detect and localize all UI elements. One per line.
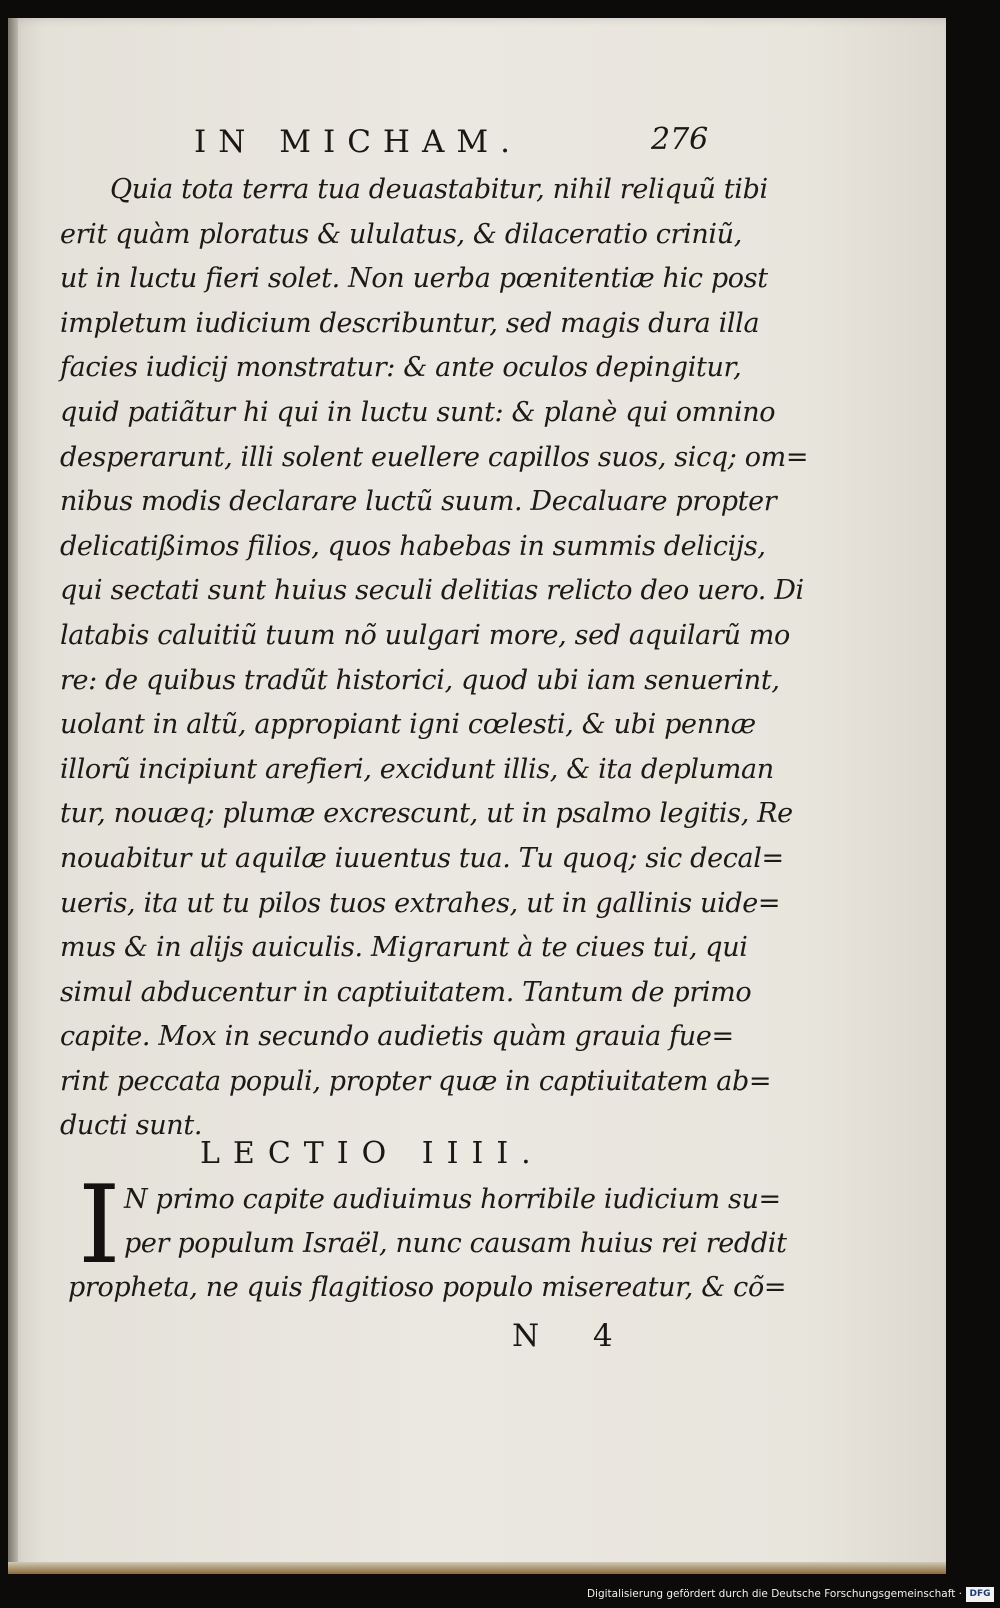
text-line: simul abducentur in captiuitatem. Tantum de primo [60,976,752,1008]
text-line: ducti sunt. [60,1110,203,1142]
section-heading: LECTIO IIII. [200,1136,544,1171]
text-line: tur, nouæq; plumæ excrescunt, ut in psalmo legitis, Re [60,798,793,830]
page-gutter-edge [8,18,18,1574]
dfg-logo: DFG [966,1587,994,1602]
text-line: ueris, ita ut tu pilos tuos extrahes, ut in gallinis uide= [60,887,781,919]
text-line: propheta, ne quis flagitioso populo misereatur, & cõ= [68,1272,787,1303]
text-line: ut in luctu fieri solet. Non uerba pœnitentiæ hic post [60,263,768,295]
text-line: capite. Mox in secundo audietis quàm grauia fue= [60,1021,734,1053]
running-head: IN MICHAM. [194,124,522,160]
text-line: delicatißimos filios, quos habebas in summis delicijs, [60,530,766,562]
footer-credit: Digitalisierung gefördert durch die Deutsche Forschungsgemeinschaft · [586,1588,962,1600]
book-page [8,18,946,1574]
page-bottom-edge [8,1562,946,1574]
page-header [8,112,946,162]
text-line: latabis caluitiũ tuum nõ uulgari more, sed aquilarũ mo [60,619,790,651]
text-line: quid patiãtur hi qui in luctu sunt: & planè qui omnino [60,396,776,428]
body-text [60,168,809,1149]
text-line: erit quàm ploratus & ululatus, & dilaceratio criniũ, [60,218,742,250]
text-line: qui sectati sunt huius seculi delitias relicto deo uero. Di [60,575,804,607]
text-line: desperarunt, illi solent euellere capillos suos, sicq; om= [60,441,809,473]
text-line: mus & in alijs auiculis. Migrarunt à te ciues tui, qui [60,932,748,964]
drop-cap: I [78,1163,121,1288]
text-line: N primo capite audiuimus horribile iudicium su= [124,1184,781,1215]
page-number: 276 [651,122,709,157]
text-line: nibus modis declarare luctũ suum. Decaluare propter [60,486,777,518]
footer-bar [0,1574,1000,1608]
signature-mark: N 4 [512,1318,635,1354]
text-line: nouabitur ut aquilæ iuuentus tua. Tu quoq; sic decal= [60,842,784,874]
text-line: Quia tota terra tua deuastabitur, nihil reliquũ tibi [110,174,768,205]
text-line: per populum Israël, nunc causam huius rei reddit [124,1228,787,1259]
text-line: rint peccata populi, propter quæ in captiuitatem ab= [60,1065,772,1097]
text-line: illorũ incipiunt arefieri, excidunt illis, & ita depluman [60,753,774,785]
text-line: facies iudicij monstratur: & ante oculos depingitur, [60,352,742,384]
text-line: impletum iudicium describuntur, sed magis dura illa [60,307,760,339]
lectio-text [68,1163,787,1310]
text-line: uolant in altũ, appropiant igni cœlesti, & ubi pennæ [60,709,756,741]
text-line: re: de quibus tradũt historici, quod ubi iam senuerint, [60,664,780,696]
